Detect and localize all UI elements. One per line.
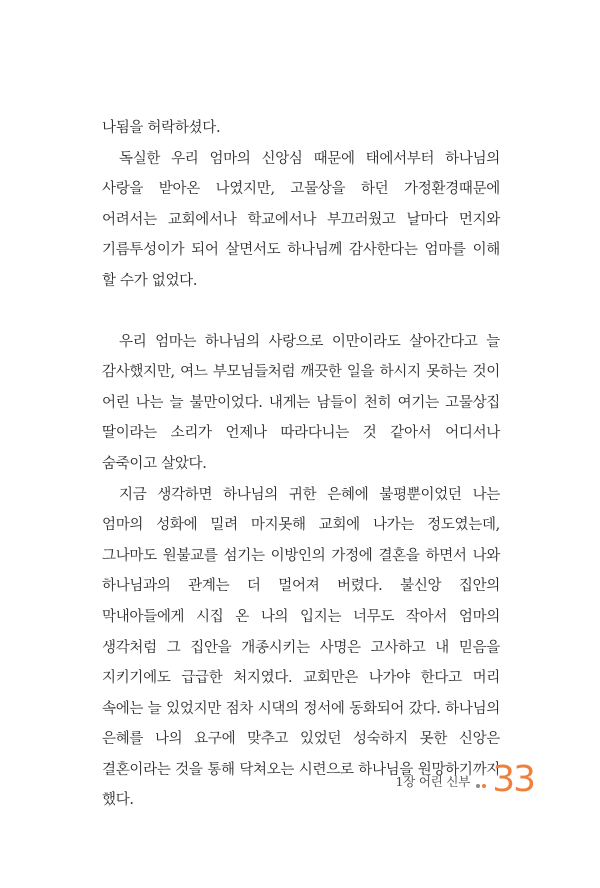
chapter-label: 1장 어린 신부 [395,774,471,789]
dot-dark-icon [476,784,480,788]
page-footer [396,758,535,798]
dot-accent-icon [482,784,486,788]
paragraph-continuation: 나됨을 허락하셨다. [102,120,221,136]
body-text [102,113,500,816]
page-number: 33 [492,759,534,800]
decorative-dots-icon [476,784,488,788]
paragraph: 지금 생각하면 하나님의 귀한 은혜에 불평뿐이었던 나는 엄마의 성화에 밀려 마지못해 교회에 나가는 정도였는데, 그나마도 원불교를 섬기는 이방인의 가정에 결혼을 하면서 나와 하나님과의 관계는 더 멀어져 버렸다. 불신앙 집안의 막내아들에게 시집 온 나의 입지는 너무도 작아서 엄마의 생각처럼 그 집안을 개종시키는 사명은 고사하고 내 믿음을 지키기에도 급급한 처지였다. 교회만은 나가야 한다고 머리 속에는 늘 있었지만 점차 시댁의 정서에 동화되어 갔다. 하나님의 은혜를 나의 요구에 맞추고 있었던 성숙하지 못한 신앙은 결혼이라는 것을 통해 닥쳐오는 시련으로 하나님을 원망하기까지 했다. [102,486,500,809]
paragraph: 독실한 우리 엄마의 신앙심 때문에 태에서부터 하나님의 사랑을 받아온 나였지만, 고물상을 하던 가정환경때문에 어려서는 교회에서나 학교에서나 부끄러웠고 날마다 먼지와 기름투성이가 되어 살면서도 하나님께 감사한다는 엄마를 이해 할 수가 없었다. [102,150,500,289]
paragraph: 우리 엄마는 하나님의 사랑으로 이만이라도 살아간다고 늘 감사했지만, 여느 부모님들처럼 깨끗한 일을 하시지 못하는 것이 어린 나는 늘 불만이었다. 내게는 남들이 천히 여기는 고물상집 딸이라는 소리가 언제나 따라다니는 것 같아서 어디서나 숨죽이고 살았다. [102,333,500,472]
